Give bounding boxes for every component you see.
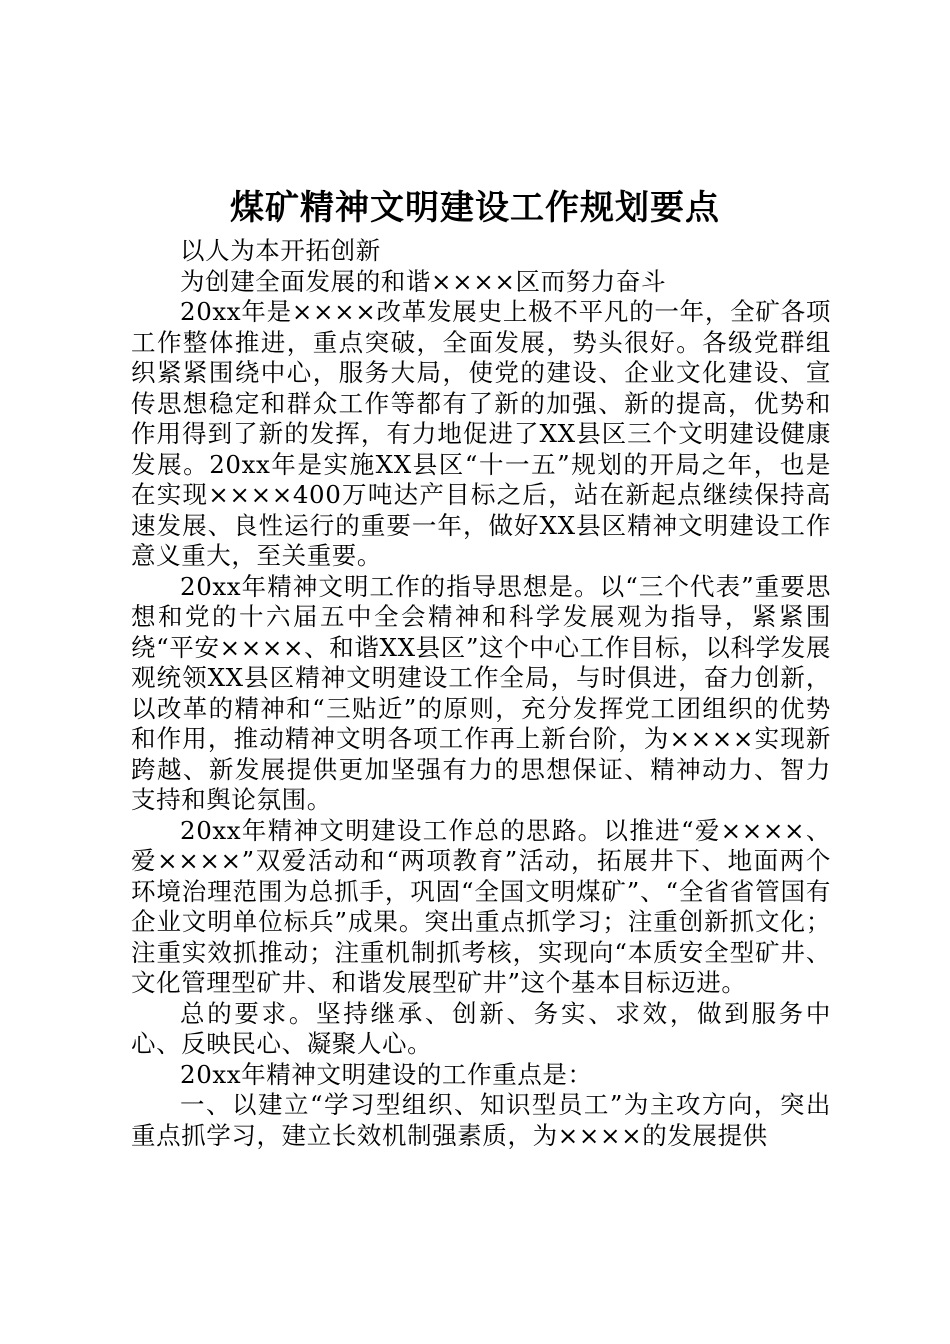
paragraph-point-one: 一、以建立“学习型组织、知识型员工”为主攻方向，突出重点抓学习，建立长效机制强素质，为××××的发展提供 (131, 1090, 831, 1150)
paragraph-intro: 20xx年是××××改革发展史上极不平凡的一年，全矿各项工作整体推进，重点突破，全面发展，势头很好。各级党群组织紧紧围绕中心，服务大局，使党的建设、企业文化建设、宣传思想稳定和群众工作等都有了新的加强、新的提高，优势和作用得到了新的发挥，有力地促进了XX县区三个文明建设健康发展。20xx年是实施XX县区“十一五”规划的开局之年，也是在实现××××400万吨达产目标之后，站在新起点继续保持高速发展、良性运行的重要一年，做好XX县区精神文明建设工作意义重大，至关重要。 (131, 297, 831, 570)
paragraph-guiding-ideology: 20xx年精神文明工作的指导思想是。以“三个代表”重要思想和党的十六届五中全会精神和科学发展观为指导，紧紧围绕“平安××××、和谐XX县区”这个中心工作目标，以科学发展观统领XX县区精神文明建设工作全局，与时俱进，奋力创新，以改革的精神和“三贴近”的原则，充分发挥党工团组织的优势和作用，推动精神文明各项工作再上新台阶，为××××实现新跨越、新发展提供更加坚强有力的思想保证、精神动力、智力支持和舆论氛围。 (131, 571, 831, 814)
subtitle-line-1: 以人为本开拓创新 (180, 236, 381, 265)
document-title: 煤矿精神文明建设工作规划要点 (230, 188, 720, 228)
document-body (131, 236, 831, 1151)
subtitle-line-2: 为创建全面发展的和谐××××区而努力奋斗 (180, 266, 667, 296)
paragraph-key-points-heading: 20xx年精神文明建设的工作重点是： (180, 1059, 593, 1089)
paragraph-overall-approach: 20xx年精神文明建设工作总的思路。以推进“爱××××、爱××××”双爱活动和“两项教育”活动，拓展井下、地面两个环境治理范围为总抓手，巩固“全国文明煤矿”、“全省省管国有企业文明单位标兵”成果。突出重点抓学习；注重创新抓文化；注重实效抓推动；注重机制抓考核，实现向“本质安全型矿井、文化管理型矿井、和谐发展型矿井”这个基本目标迈进。 (131, 815, 831, 997)
paragraph-general-requirements: 总的要求。坚持继承、创新、务实、求效，做到服务中心、反映民心、凝聚人心。 (131, 998, 831, 1058)
